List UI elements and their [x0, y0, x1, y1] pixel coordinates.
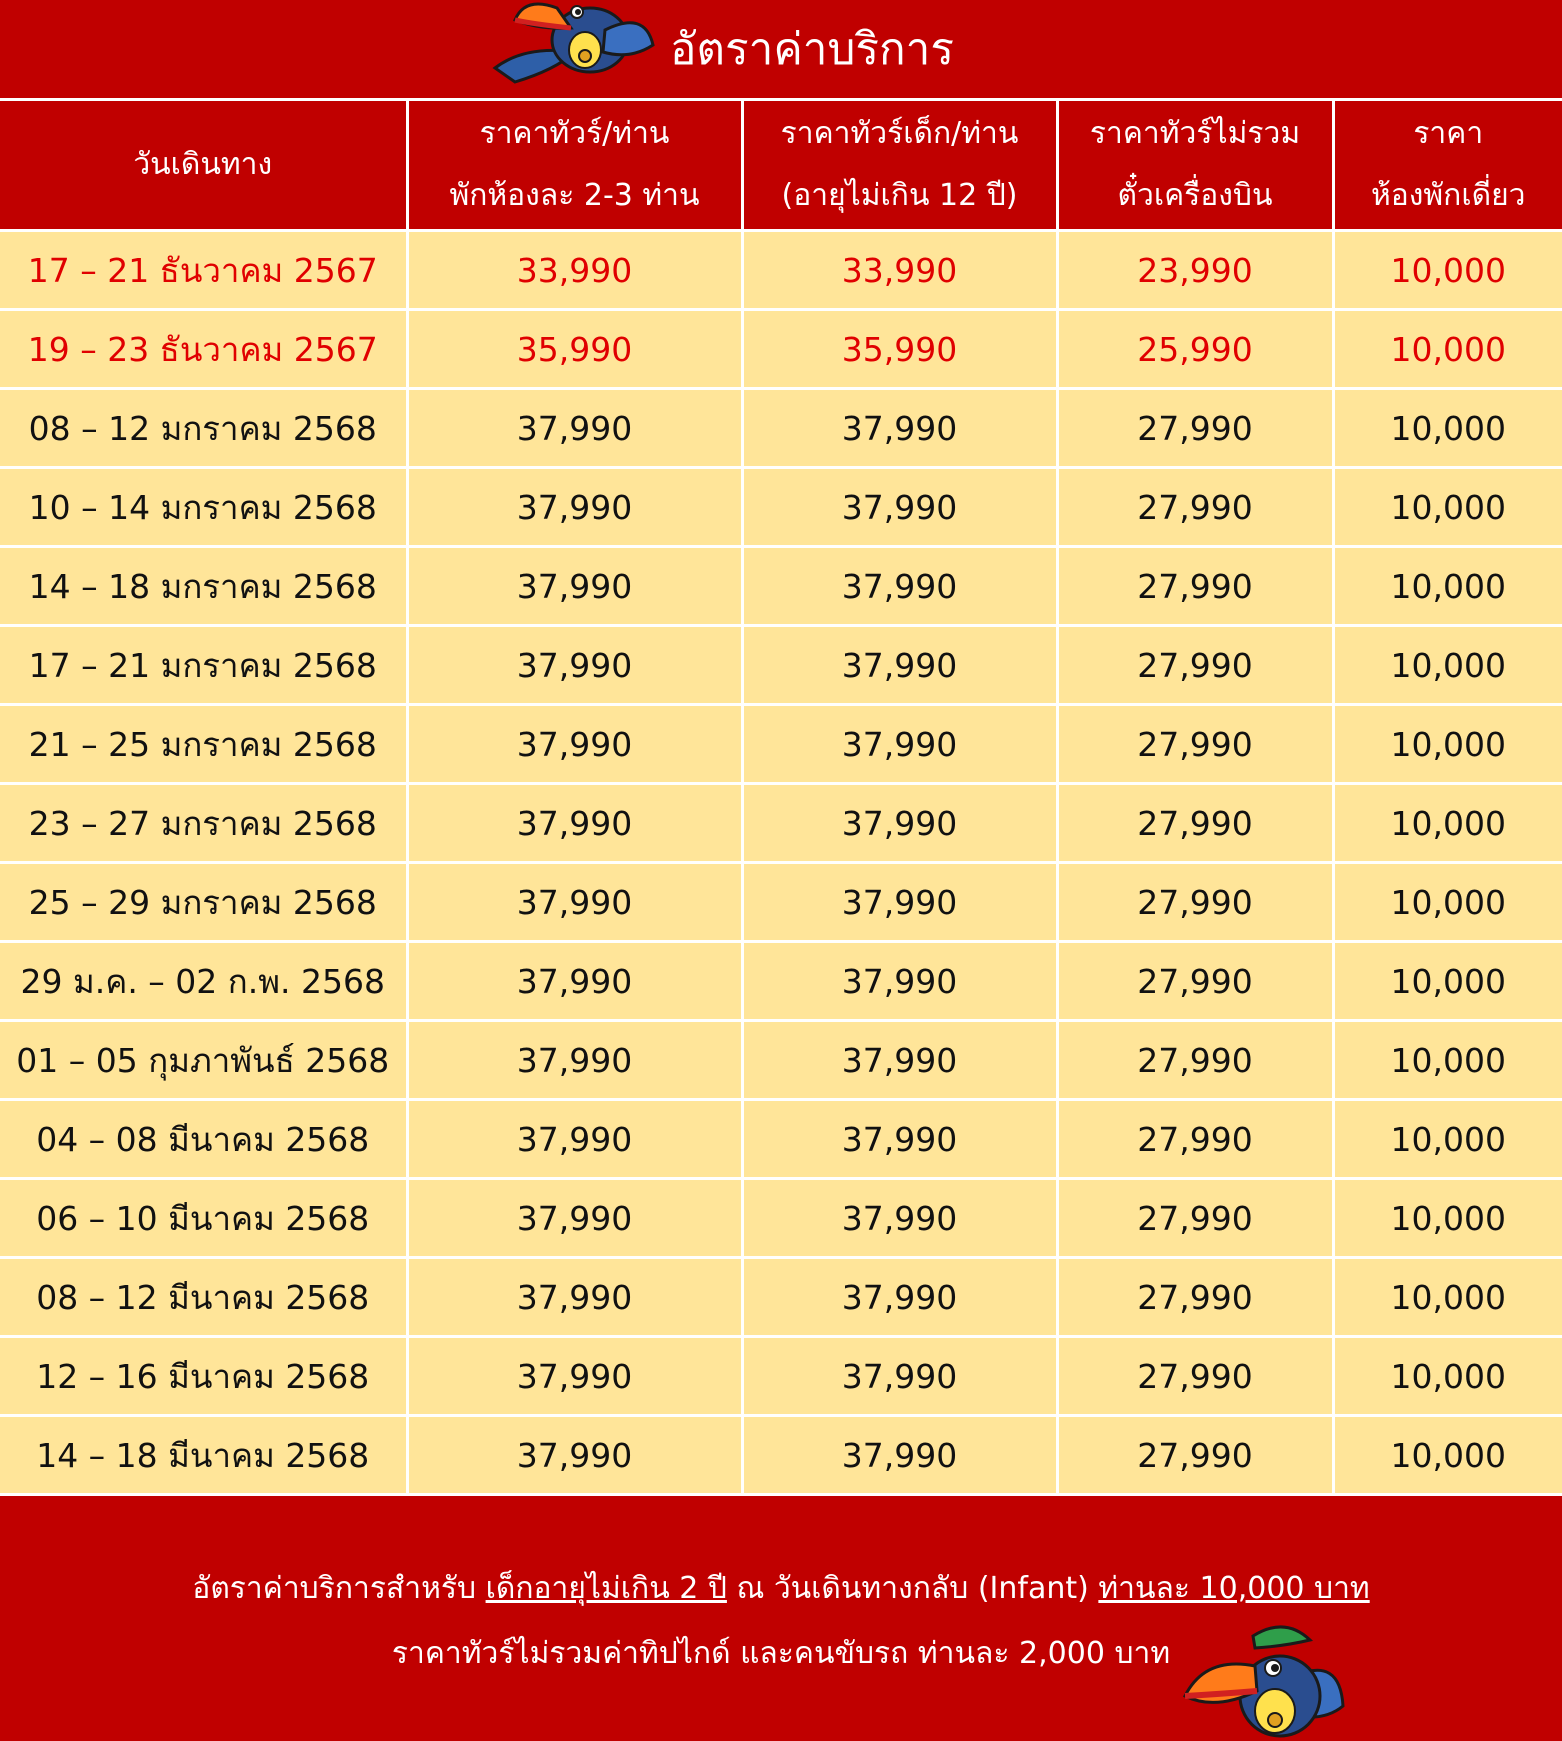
cell-no-ticket-price: 27,990 — [1057, 942, 1333, 1021]
cell-adult-price: 37,990 — [407, 547, 742, 626]
column-header-adult-price: ราคาทัวร์/ท่าน พักห้องละ 2-3 ท่าน — [407, 100, 742, 231]
footer-infant-note — [0, 1565, 1562, 1612]
cell-date: 29 ม.ค. – 02 ก.พ. 2568 — [0, 942, 407, 1021]
cell-adult-price: 37,990 — [407, 784, 742, 863]
footer-note-text: ณ วันเดินทางกลับ (Infant) — [726, 1571, 1099, 1606]
toucan-mascot-icon — [1175, 1616, 1345, 1741]
cell-date: 08 – 12 มีนาคม 2568 — [0, 1258, 407, 1337]
table-row — [0, 626, 1562, 705]
cell-child-price: 37,990 — [742, 705, 1057, 784]
table-row — [0, 1179, 1562, 1258]
cell-date: 17 – 21 มกราคม 2568 — [0, 626, 407, 705]
cell-no-ticket-price: 27,990 — [1057, 547, 1333, 626]
cell-single-room-price: 10,000 — [1333, 626, 1562, 705]
cell-child-price: 37,990 — [742, 1100, 1057, 1179]
cell-date: 08 – 12 มกราคม 2568 — [0, 389, 407, 468]
table-row — [0, 1337, 1562, 1416]
cell-no-ticket-price: 27,990 — [1057, 1258, 1333, 1337]
table-row — [0, 468, 1562, 547]
cell-date: 19 – 23 ธันวาคม 2567 — [0, 310, 407, 389]
toucan-mascot-icon — [485, 0, 655, 95]
cell-adult-price: 37,990 — [407, 1100, 742, 1179]
cell-date: 14 – 18 มกราคม 2568 — [0, 547, 407, 626]
cell-no-ticket-price: 27,990 — [1057, 1100, 1333, 1179]
cell-child-price: 37,990 — [742, 468, 1057, 547]
cell-no-ticket-price: 27,990 — [1057, 626, 1333, 705]
cell-single-room-price: 10,000 — [1333, 863, 1562, 942]
cell-single-room-price: 10,000 — [1333, 1179, 1562, 1258]
cell-single-room-price: 10,000 — [1333, 784, 1562, 863]
table-row — [0, 705, 1562, 784]
footer-infant-age: เด็กอายุไม่เกิน 2 ปี — [485, 1571, 727, 1606]
table-row — [0, 310, 1562, 389]
price-table — [0, 98, 1562, 1496]
cell-child-price: 35,990 — [742, 310, 1057, 389]
cell-date: 14 – 18 มีนาคม 2568 — [0, 1416, 407, 1495]
table-row — [0, 547, 1562, 626]
cell-child-price: 37,990 — [742, 1416, 1057, 1495]
cell-single-room-price: 10,000 — [1333, 1337, 1562, 1416]
page-title: อัตราค่าบริการ — [670, 24, 955, 75]
cell-no-ticket-price: 27,990 — [1057, 784, 1333, 863]
footer-note-text: อัตราค่าบริการสำหรับ — [192, 1571, 486, 1606]
cell-single-room-price: 10,000 — [1333, 547, 1562, 626]
table-row — [0, 784, 1562, 863]
cell-date: 12 – 16 มีนาคม 2568 — [0, 1337, 407, 1416]
cell-child-price: 37,990 — [742, 547, 1057, 626]
cell-adult-price: 37,990 — [407, 863, 742, 942]
cell-no-ticket-price: 23,990 — [1057, 231, 1333, 310]
cell-adult-price: 37,990 — [407, 1258, 742, 1337]
cell-single-room-price: 10,000 — [1333, 468, 1562, 547]
cell-single-room-price: 10,000 — [1333, 231, 1562, 310]
cell-no-ticket-price: 25,990 — [1057, 310, 1333, 389]
column-header-date: วันเดินทาง — [0, 100, 407, 231]
cell-date: 25 – 29 มกราคม 2568 — [0, 863, 407, 942]
footer-infant-price: ท่านละ 10,000 บาท — [1098, 1571, 1370, 1606]
cell-child-price: 37,990 — [742, 863, 1057, 942]
cell-single-room-price: 10,000 — [1333, 1021, 1562, 1100]
cell-adult-price: 37,990 — [407, 1179, 742, 1258]
table-row — [0, 231, 1562, 310]
cell-child-price: 37,990 — [742, 1021, 1057, 1100]
cell-child-price: 37,990 — [742, 784, 1057, 863]
cell-child-price: 37,990 — [742, 1179, 1057, 1258]
cell-adult-price: 37,990 — [407, 705, 742, 784]
cell-date: 17 – 21 ธันวาคม 2567 — [0, 231, 407, 310]
cell-single-room-price: 10,000 — [1333, 1416, 1562, 1495]
table-row — [0, 1021, 1562, 1100]
table-row — [0, 863, 1562, 942]
footer-tip-note: ราคาทัวร์ไม่รวมค่าทิปไกด์ และคนขับรถ ท่านละ 2,000 บาท — [391, 1636, 1171, 1671]
cell-adult-price: 37,990 — [407, 942, 742, 1021]
column-header-no-ticket-price: ราคาทัวร์ไม่รวม ตั๋วเครื่องบิน — [1057, 100, 1333, 231]
header-banner — [0, 0, 1562, 98]
cell-date: 10 – 14 มกราคม 2568 — [0, 468, 407, 547]
cell-child-price: 33,990 — [742, 231, 1057, 310]
cell-date: 04 – 08 มีนาคม 2568 — [0, 1100, 407, 1179]
cell-no-ticket-price: 27,990 — [1057, 1021, 1333, 1100]
table-row — [0, 1100, 1562, 1179]
table-row — [0, 1258, 1562, 1337]
cell-single-room-price: 10,000 — [1333, 389, 1562, 468]
cell-no-ticket-price: 27,990 — [1057, 705, 1333, 784]
cell-single-room-price: 10,000 — [1333, 705, 1562, 784]
cell-single-room-price: 10,000 — [1333, 1258, 1562, 1337]
cell-date: 21 – 25 มกราคม 2568 — [0, 705, 407, 784]
table-row — [0, 389, 1562, 468]
column-header-single-room: ราคา ห้องพักเดี่ยว — [1333, 100, 1562, 231]
cell-adult-price: 35,990 — [407, 310, 742, 389]
cell-single-room-price: 10,000 — [1333, 942, 1562, 1021]
cell-child-price: 37,990 — [742, 389, 1057, 468]
cell-no-ticket-price: 27,990 — [1057, 1179, 1333, 1258]
table-header-row — [0, 100, 1562, 231]
cell-child-price: 37,990 — [742, 1258, 1057, 1337]
cell-adult-price: 37,990 — [407, 626, 742, 705]
cell-no-ticket-price: 27,990 — [1057, 468, 1333, 547]
cell-no-ticket-price: 27,990 — [1057, 1337, 1333, 1416]
table-row — [0, 942, 1562, 1021]
cell-adult-price: 37,990 — [407, 389, 742, 468]
cell-adult-price: 37,990 — [407, 1337, 742, 1416]
cell-adult-price: 33,990 — [407, 231, 742, 310]
cell-adult-price: 37,990 — [407, 1416, 742, 1495]
table-row — [0, 1416, 1562, 1495]
cell-no-ticket-price: 27,990 — [1057, 863, 1333, 942]
cell-no-ticket-price: 27,990 — [1057, 1416, 1333, 1495]
cell-date: 23 – 27 มกราคม 2568 — [0, 784, 407, 863]
cell-no-ticket-price: 27,990 — [1057, 389, 1333, 468]
cell-adult-price: 37,990 — [407, 468, 742, 547]
cell-single-room-price: 10,000 — [1333, 310, 1562, 389]
column-header-child-price: ราคาทัวร์เด็ก/ท่าน (อายุไม่เกิน 12 ปี) — [742, 100, 1057, 231]
cell-date: 01 – 05 กุมภาพันธ์ 2568 — [0, 1021, 407, 1100]
cell-child-price: 37,990 — [742, 1337, 1057, 1416]
cell-child-price: 37,990 — [742, 626, 1057, 705]
cell-adult-price: 37,990 — [407, 1021, 742, 1100]
cell-child-price: 37,990 — [742, 942, 1057, 1021]
cell-single-room-price: 10,000 — [1333, 1100, 1562, 1179]
cell-date: 06 – 10 มีนาคม 2568 — [0, 1179, 407, 1258]
